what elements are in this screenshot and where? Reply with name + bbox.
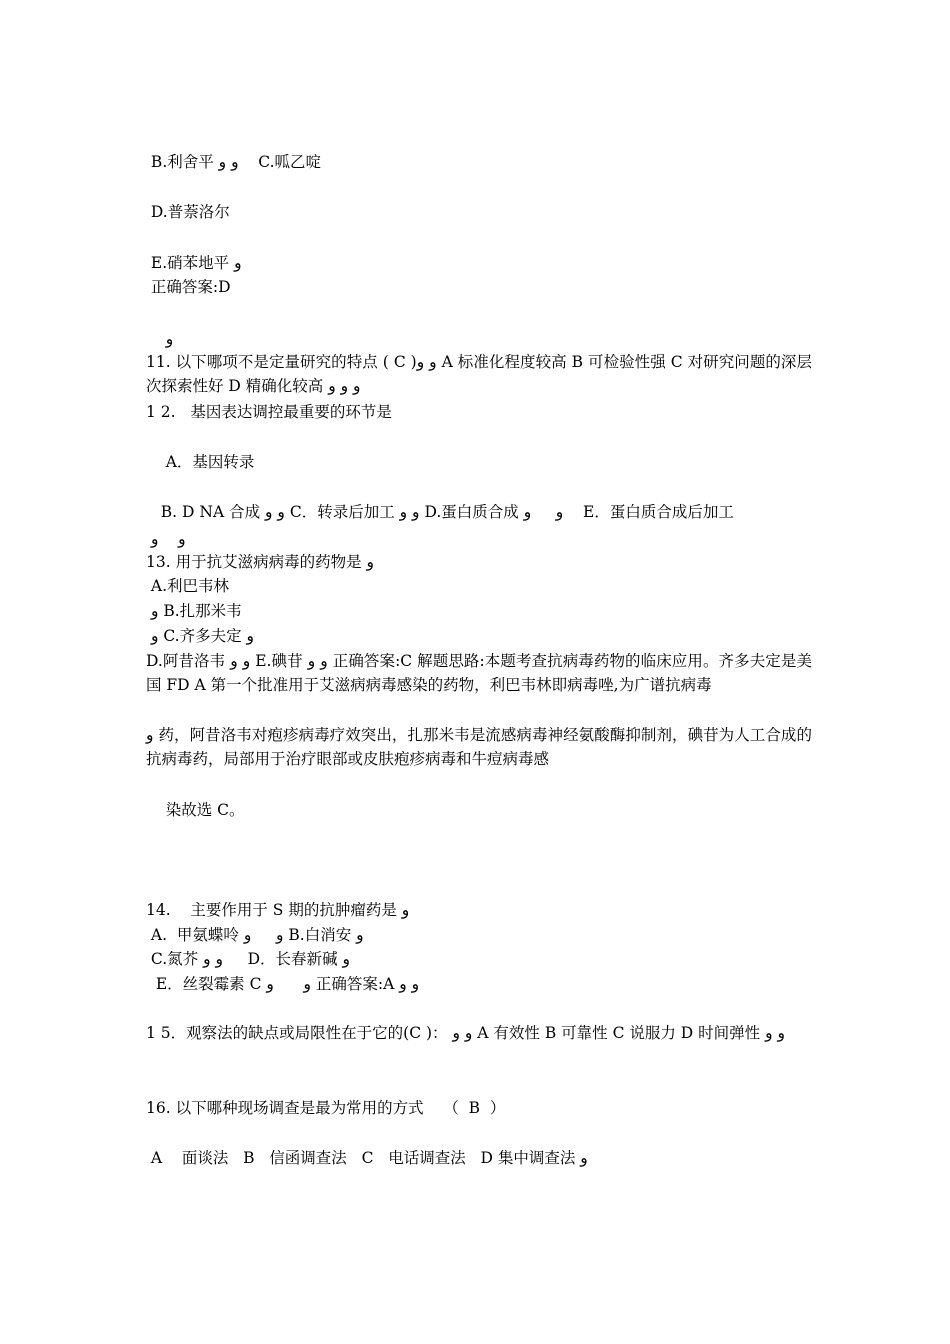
q12-options-b-e: B. D NA 合成 و و C．转录后加工 و و D.蛋白质合成 و و E．蛋白质合成后加工: [146, 503, 734, 521]
question-14: 14. 主要作用于 S 期的抗肿瘤药是 و: [146, 901, 410, 919]
q13-option-d-explanation: D.阿昔洛韦 و و E.碘苷 و و 正确答案:C 解题思路:本题考查抗病毒药物的临床应用。齐多夫定是美国 FD A 第一个批准用于艾滋病病毒感染的药物，利巴韦林即病毒唑,为广谱抗病毒: [146, 652, 812, 694]
q16-options: A 面谈法 B 信函调查法 C 电话调查法 D 集中调查法 و: [146, 1149, 588, 1167]
q14-options-c-d: C.氮芥 و و D．长春新碱 و: [146, 950, 350, 968]
q12-marks: و و: [146, 530, 186, 548]
q13-option-a: A.利巴韦林: [146, 577, 230, 595]
q13-explanation-end: 染故选 C。: [146, 801, 245, 819]
q10-mark: و: [146, 330, 174, 348]
q14-options-a-b: A. 甲氨蝶呤 و و B.白消安 و: [146, 926, 364, 944]
q14-option-e-answer: E．丝裂霉素 C و و 正确答案:A و و: [146, 975, 420, 993]
question-15: 1 5．观察法的缺点或局限性在于它的(C )： و و A 有效性 B 可靠性 C 说服力 D 时间弹性 و و: [146, 1024, 785, 1042]
q13-explanation-cont: و 药，阿昔洛韦对疱疹病毒疗效突出，扎那米韦是流感病毒神经氨酸酶抑制剂，碘苷为人工合成的抗病毒药，局部用于治疗眼部或皮肤疱疹病毒和牛痘病毒感: [146, 726, 812, 768]
question-12: 1 2. 基因表达调控最重要的环节是: [146, 403, 392, 421]
q10-option-e: E.硝苯地平 و: [146, 254, 242, 272]
q12-option-a: A．基因转录: [146, 453, 255, 471]
q10-answer: 正确答案:D: [146, 278, 231, 296]
q13-option-b: و B.扎那米韦: [146, 602, 242, 620]
question-16: 16. 以下哪种现场调查是最为常用的方式 （ B ）: [146, 1099, 506, 1117]
q13-option-c: و C.齐多夫定 و: [146, 627, 255, 645]
question-13: 13. 用于抗艾滋病病毒的药物是 و: [146, 553, 375, 571]
q10-options-b-c: B.利舍平 و و C.呱乙啶: [146, 153, 322, 171]
question-11: 11. 以下哪项不是定量研究的特点 ( C )و و A 标准化程度较高 B 可检验性强 C 对研究问题的深层次探索性好 D 精确化较高 و و و: [146, 353, 812, 395]
q10-option-d: D.普萘洛尔: [146, 203, 230, 221]
